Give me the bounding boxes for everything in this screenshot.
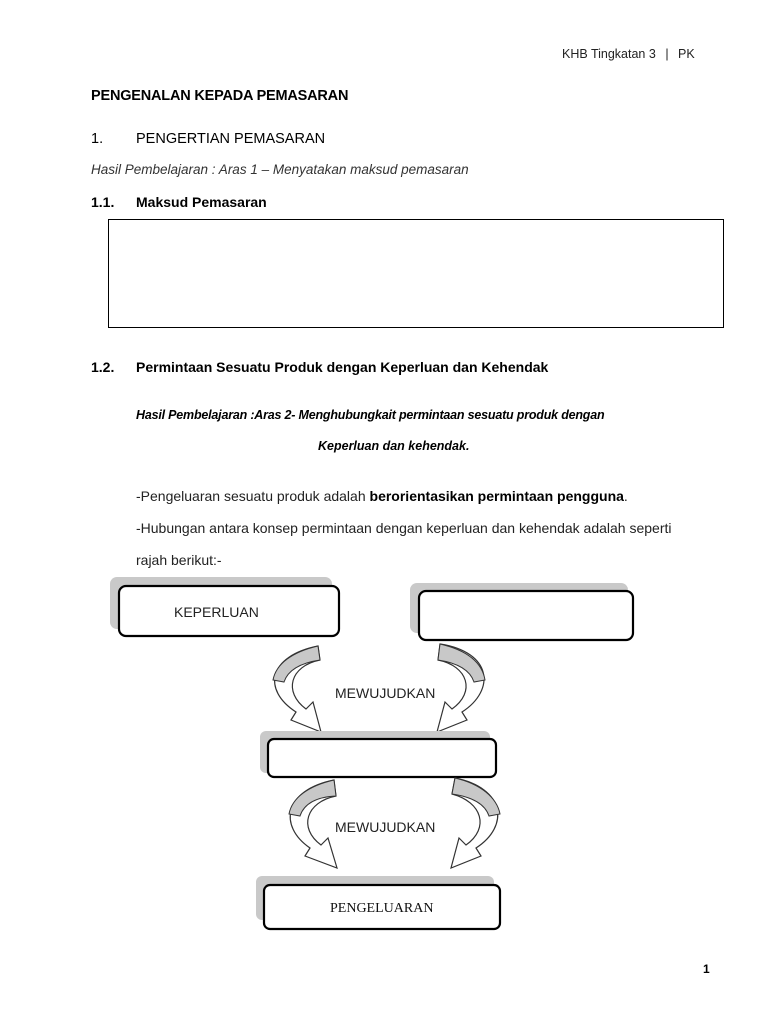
needs-box-label: KEPERLUAN [174, 604, 259, 620]
curved-arrow-left-1 [273, 646, 321, 732]
subsection-1-1-title: Maksud Pemasaran [136, 194, 267, 210]
section-1-number: 1. [91, 131, 104, 147]
paragraph-line-3: rajah berikut:- [136, 552, 222, 568]
learning-outcome-1: Hasil Pembelajaran : Aras 1 – Menyatakan maksud pemasaran [91, 162, 469, 177]
header-code: PK [678, 47, 695, 61]
learning-outcome-2-line-1: Hasil Pembelajaran :Aras 2- Menghubungkait permintaan sesuatu produk dengan [136, 408, 605, 422]
subsection-1-2-number: 1.2. [91, 359, 115, 375]
curved-arrow-right-1 [437, 644, 485, 732]
page-number: 1 [703, 962, 710, 976]
learning-outcome-2-line-2: Keperluan dan kehendak. [318, 439, 470, 453]
arrow-label-1: MEWUJUDKAN [335, 685, 436, 701]
paragraph-line-1-suffix: . [623, 488, 628, 504]
demand-box [260, 731, 496, 777]
header-form: 3 [648, 47, 656, 61]
production-box-label: PENGELUARAN [330, 901, 434, 916]
paragraph-line-1-bold: berorientasikan permintaan pengguna [369, 488, 624, 504]
paragraph-line-1-prefix: -Pengeluaran sesuatu produk adalah [136, 488, 370, 504]
subsection-1-2-title: Permintaan Sesuatu Produk dengan Keperluan dan Kehendak [136, 359, 549, 375]
header-separator: | [665, 47, 669, 61]
curved-arrow-right-2 [451, 778, 500, 868]
wants-box [410, 583, 633, 640]
arrow-label-2: MEWUJUDKAN [335, 819, 436, 835]
section-1-title: PENGERTIAN PEMASARAN [136, 131, 326, 147]
curved-arrow-left-2 [289, 780, 337, 868]
paragraph-line-2: -Hubungan antara konsep permintaan dengan keperluan dan kehendak adalah seperti [136, 520, 672, 536]
production-box [256, 876, 500, 929]
page-title: PENGENALAN KEPADA PEMASARAN [91, 88, 349, 104]
header-subject: KHB Tingkatan [562, 47, 646, 61]
needs-box [110, 577, 339, 636]
subsection-1-1-number: 1.1. [91, 194, 115, 210]
